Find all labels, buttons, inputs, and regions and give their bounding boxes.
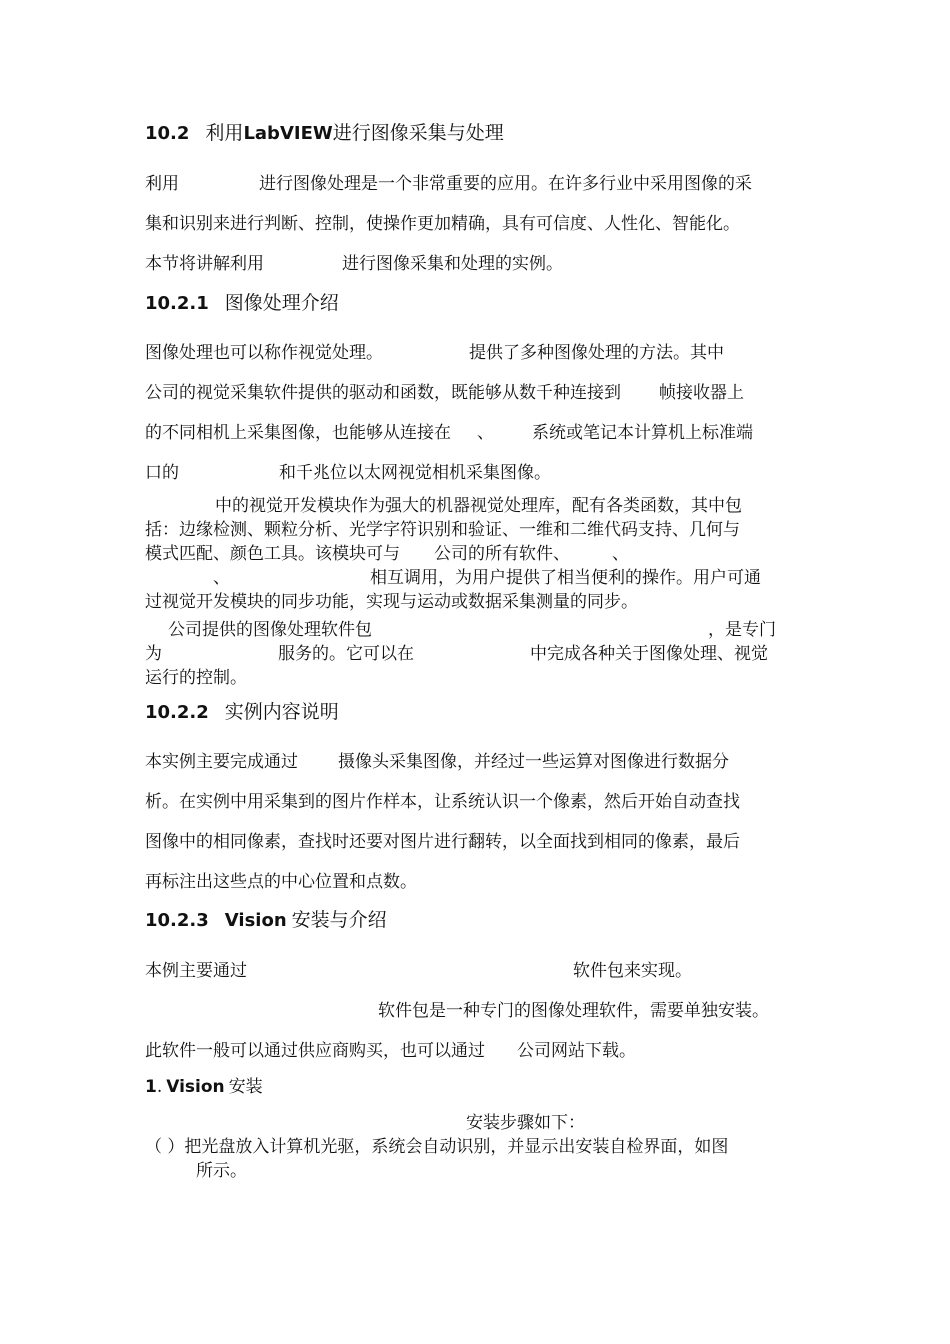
p2-line-4: 、 相互调用，为用户提供了相当便利的操作。用户可通 — [213, 568, 761, 588]
intro-line-2: 集和识别来进行判断、控制，使操作更加精确，具有可信度、人性化、智能化。 — [145, 214, 740, 234]
p5-line-2: 软件包是一种专门的图像处理软件，需要单独安装。 — [378, 1001, 769, 1021]
p3-line-3: 运行的控制。 — [145, 668, 247, 688]
p6-line-1: 安装步骤如下： — [466, 1113, 585, 1133]
subsection-heading-vision-install: 1. Vision 安装 — [145, 1077, 263, 1097]
section-heading-10-2-3: 10.2.3 Vision 安装与介绍 — [145, 909, 387, 931]
p2-line-5: 过视觉开发模块的同步功能，实现与运动或数据采集测量的同步。 — [145, 592, 638, 612]
p2-line-2: 括：边缘检测、颗粒分析、光学字符识别和验证、一维和二维代码支持、几何与 — [145, 520, 740, 540]
p5-line-1: 本例主要通过 软件包来实现。 — [145, 961, 692, 981]
intro-line-3: 本节将讲解利用 进行图像采集和处理的实例。 — [145, 254, 563, 274]
p4-line-1: 本实例主要完成通过 摄像头采集图像，并经过一些运算对图像进行数据分 — [145, 752, 729, 772]
p1-line-1: 图像处理也可以称作视觉处理。 提供了多种图像处理的方法。其中 — [145, 343, 724, 363]
p2-line-1: 中的视觉开发模块作为强大的机器视觉处理库，配有各类函数，其中包 — [215, 496, 742, 516]
p4-line-3: 图像中的相同像素，查找时还要对图片进行翻转，以全面找到相同的像素，最后 — [145, 832, 740, 852]
p4-line-2: 析。在实例中用采集到的图片作样本，让系统认识一个像素，然后开始自动查找 — [145, 792, 740, 812]
section-heading-10-2-1: 10.2.1 图像处理介绍 — [145, 292, 339, 314]
p6-line-3: 所示。 — [196, 1161, 247, 1181]
section-heading-10-2-2: 10.2.2 实例内容说明 — [145, 701, 339, 723]
p4-line-4: 再标注出这些点的中心位置和点数。 — [145, 872, 417, 892]
p6-line-2: （ ）把光盘放入计算机光驱，系统会自动识别，并显示出安装自检界面，如图 — [145, 1137, 729, 1157]
intro-line-1: 利用 进行图像处理是一个非常重要的应用。在许多行业中采用图像的采 — [145, 174, 752, 194]
p1-line-3: 的不同相机上采集图像，也能够从连接在 、 系统或笔记本计算机上标准端 — [145, 423, 753, 443]
section-heading-10-2: 10.2 利用LabVIEW进行图像采集与处理 — [145, 122, 504, 144]
p3-line-2: 为 服务的。它可以在 中完成各种关于图像处理、视觉 — [145, 644, 768, 664]
p3-line-1: 公司提供的图像处理软件包 ，是专门 — [168, 620, 776, 640]
p1-line-2: 公司的视觉采集软件提供的驱动和函数，既能够从数千种连接到 帧接收器上 — [145, 383, 744, 403]
p5-line-3: 此软件一般可以通过供应商购买，也可以通过 公司网站下载。 — [145, 1041, 636, 1061]
p1-line-4: 口的 和千兆位以太网视觉相机采集图像。 — [145, 463, 551, 483]
p2-line-3: 模式匹配、颜色工具。该模块可与 公司的所有软件、 、 — [145, 544, 629, 564]
